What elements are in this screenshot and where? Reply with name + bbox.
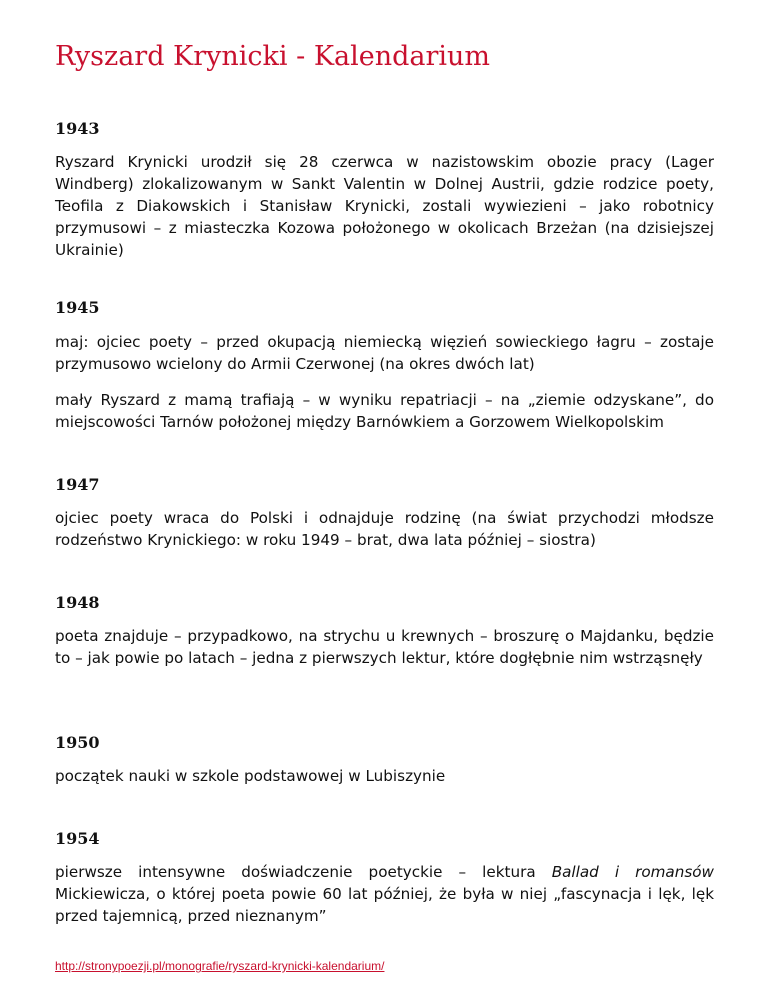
year-heading-1950: 1950 xyxy=(55,733,100,752)
entry-1945-text-2: mały Ryszard z mamą trafiają – w wyniku repatriacji – na „ziemie odzyskane”, do miejscowości Tarnów położonej między Barnówkiem a Gorzowem Wielkopolskim xyxy=(55,391,714,431)
entry-1948-text: poeta znajduje – przypadkowo, na strychu u krewnych – broszurę o Majdanku, będzie to – jak powie po latach – jedna z pierwszych lektur, które dogłębnie nim wstrząsnęły xyxy=(55,627,714,667)
year-heading-1943: 1943 xyxy=(55,119,100,138)
year-heading-1948: 1948 xyxy=(55,593,100,612)
source-link[interactable]: http://stronypoezji.pl/monografie/ryszard-krynicki-kalendarium/ xyxy=(55,959,385,973)
page-title: Ryszard Krynicki - Kalendarium xyxy=(55,41,491,72)
year-heading-1954: 1954 xyxy=(55,829,100,848)
year-heading-1947: 1947 xyxy=(55,475,100,494)
entry-1943-text: Ryszard Krynicki urodził się 28 czerwca w nazistowskim obozie pracy (Lager Windberg) zlokalizowanym w Sankt Valentin w Dolnej Austrii, gdzie rodzice poety, Teofila z Diakowskich i Stanisław Krynicki, zostali wywiezieni – jako robotnicy przymusowi – z miasteczka Kozowa położonego w okolicach Brzeżan (na dzisiejszej Ukrainie) xyxy=(55,153,714,259)
entry-1945-text-1: maj: ojciec poety – przed okupacją niemiecką więzień sowieckiego łagru – zostaje przymusowo wcielony do Armii Czerwonej (na okres dwóch lat) xyxy=(55,333,714,373)
entry-1947-text: ojciec poety wraca do Polski i odnajduje rodzinę (na świat przychodzi młodsze rodzeństwo Krynickiego: w roku 1949 – brat, dwa lata później – siostra) xyxy=(55,509,714,549)
entry-1954-text-end: Mickiewicza, o której poeta powie 60 lat później, że była w niej „fascynacja i lęk, lęk przed tajemnicą, przed nieznanym” xyxy=(55,885,714,925)
entry-1954-text-start: pierwsze intensywne doświadczenie poetyckie – lektura xyxy=(55,863,552,881)
year-heading-1945: 1945 xyxy=(55,298,100,317)
book-title: Ballad i romansów xyxy=(551,863,714,881)
entry-1950-text: początek nauki w szkole podstawowej w Lubiszynie xyxy=(55,767,446,785)
entry-1954-text xyxy=(55,861,714,927)
